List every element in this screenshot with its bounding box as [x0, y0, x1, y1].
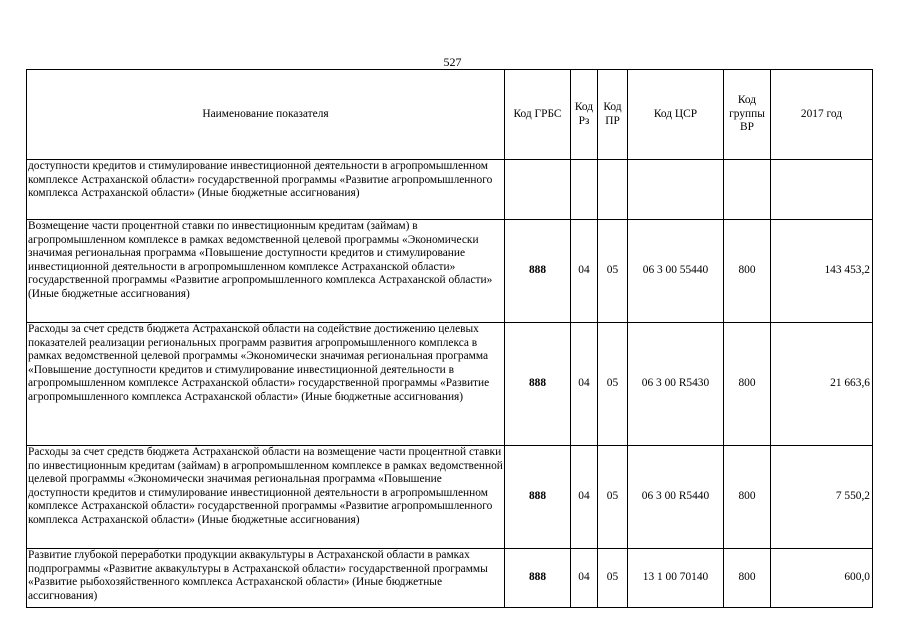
table-header-row: [27, 70, 873, 160]
header-grbs: Код ГРБС: [505, 70, 571, 160]
row-pr: 05: [598, 549, 628, 608]
row-csr: 06 3 00 R5440: [628, 446, 724, 549]
row-csr: 06 3 00 R5430: [628, 323, 724, 446]
row-rz: 04: [571, 446, 598, 549]
row-vr: 800: [724, 220, 771, 323]
row-name: доступности кредитов и стимулирование инвестиционной деятельности в агропромышленном комплексе Астраханской области» государственной программы «Развитие агропромышленного комплекса Астраханской области» (Иные бюджетные ассигнования): [27, 160, 505, 220]
row-name: Расходы за счет средств бюджета Астраханской области на возмещение части процентной ставки по инвестиционным кредитам (займам) в агропромышленном комплексе в рамках ведомственной целевой программы «Экономически значимая региональная программа «Повышение доступности кредитов и стимулирование инвестиционной деятельности в агропромышленном комплексе Астраханской области» государственной программы «Развитие агропромышленного комплекса Астраханской области» (Иные бюджетные ассигнования): [27, 446, 505, 549]
header-vr: Код группы ВР: [724, 70, 771, 160]
header-year: 2017 год: [771, 70, 873, 160]
row-pr: 05: [598, 220, 628, 323]
row-grbs: 888: [505, 549, 571, 608]
row-csr: 13 1 00 70140: [628, 549, 724, 608]
row-grbs: 888: [505, 323, 571, 446]
header-rz: Код Рз: [571, 70, 598, 160]
row-amount: 21 663,6: [771, 323, 873, 446]
table-row: [27, 160, 873, 220]
row-csr: 06 3 00 55440: [628, 220, 724, 323]
row-amount: [771, 160, 873, 220]
row-name: Развитие глубокой переработки продукции аквакультуры в Астраханской области в рамках подпрограммы «Развитие аквакультуры в Астраханской области» государственной программы «Развитие рыбохозяйственного комплекса Астраханской области» (Иные бюджетные ассигнования): [27, 549, 505, 608]
row-rz: 04: [571, 323, 598, 446]
row-grbs: [505, 160, 571, 220]
row-name: Расходы за счет средств бюджета Астраханской области на содействие достижению целевых показателей реализации региональных программ развития агропромышленного комплекса в рамках ведомственной целевой программы «Экономически значимая региональная программа «Повышение доступности кредитов и стимулирование инвестиционной деятельности в агропромышленном комплексе Астраханской области» государственной программы «Развитие агропромышленного комплекса Астраханской области» (Иные бюджетные ассигнования): [27, 323, 505, 446]
row-name: Возмещение части процентной ставки по инвестиционным кредитам (займам) в агропромышленном комплексе в рамках ведомственной целевой программы «Экономически значимая региональная программа «Повышение доступности кредитов и стимулирование инвестиционной деятельности в агропромышленном комплексе Астраханской области» государственной программы «Развитие агропромышленного комплекса Астраханской области» (Иные бюджетные ассигнования): [27, 220, 505, 323]
row-rz: 04: [571, 220, 598, 323]
header-csr: Код ЦСР: [628, 70, 724, 160]
header-name: Наименование показателя: [27, 70, 505, 160]
page-number: 527: [443, 55, 462, 69]
row-grbs: 888: [505, 220, 571, 323]
table-row: [27, 446, 873, 549]
table-row: [27, 220, 873, 323]
row-rz: 04: [571, 549, 598, 608]
row-vr: 800: [724, 446, 771, 549]
row-amount: 143 453,2: [771, 220, 873, 323]
budget-table: [26, 69, 873, 608]
header-pr: Код ПР: [598, 70, 628, 160]
row-pr: [598, 160, 628, 220]
row-vr: 800: [724, 323, 771, 446]
row-amount: 7 550,2: [771, 446, 873, 549]
row-pr: 05: [598, 446, 628, 549]
row-grbs: 888: [505, 446, 571, 549]
row-pr: 05: [598, 323, 628, 446]
table-row: [27, 549, 873, 608]
row-vr: [724, 160, 771, 220]
row-vr: 800: [724, 549, 771, 608]
row-csr: [628, 160, 724, 220]
table-row: [27, 323, 873, 446]
row-amount: 600,0: [771, 549, 873, 608]
row-rz: [571, 160, 598, 220]
